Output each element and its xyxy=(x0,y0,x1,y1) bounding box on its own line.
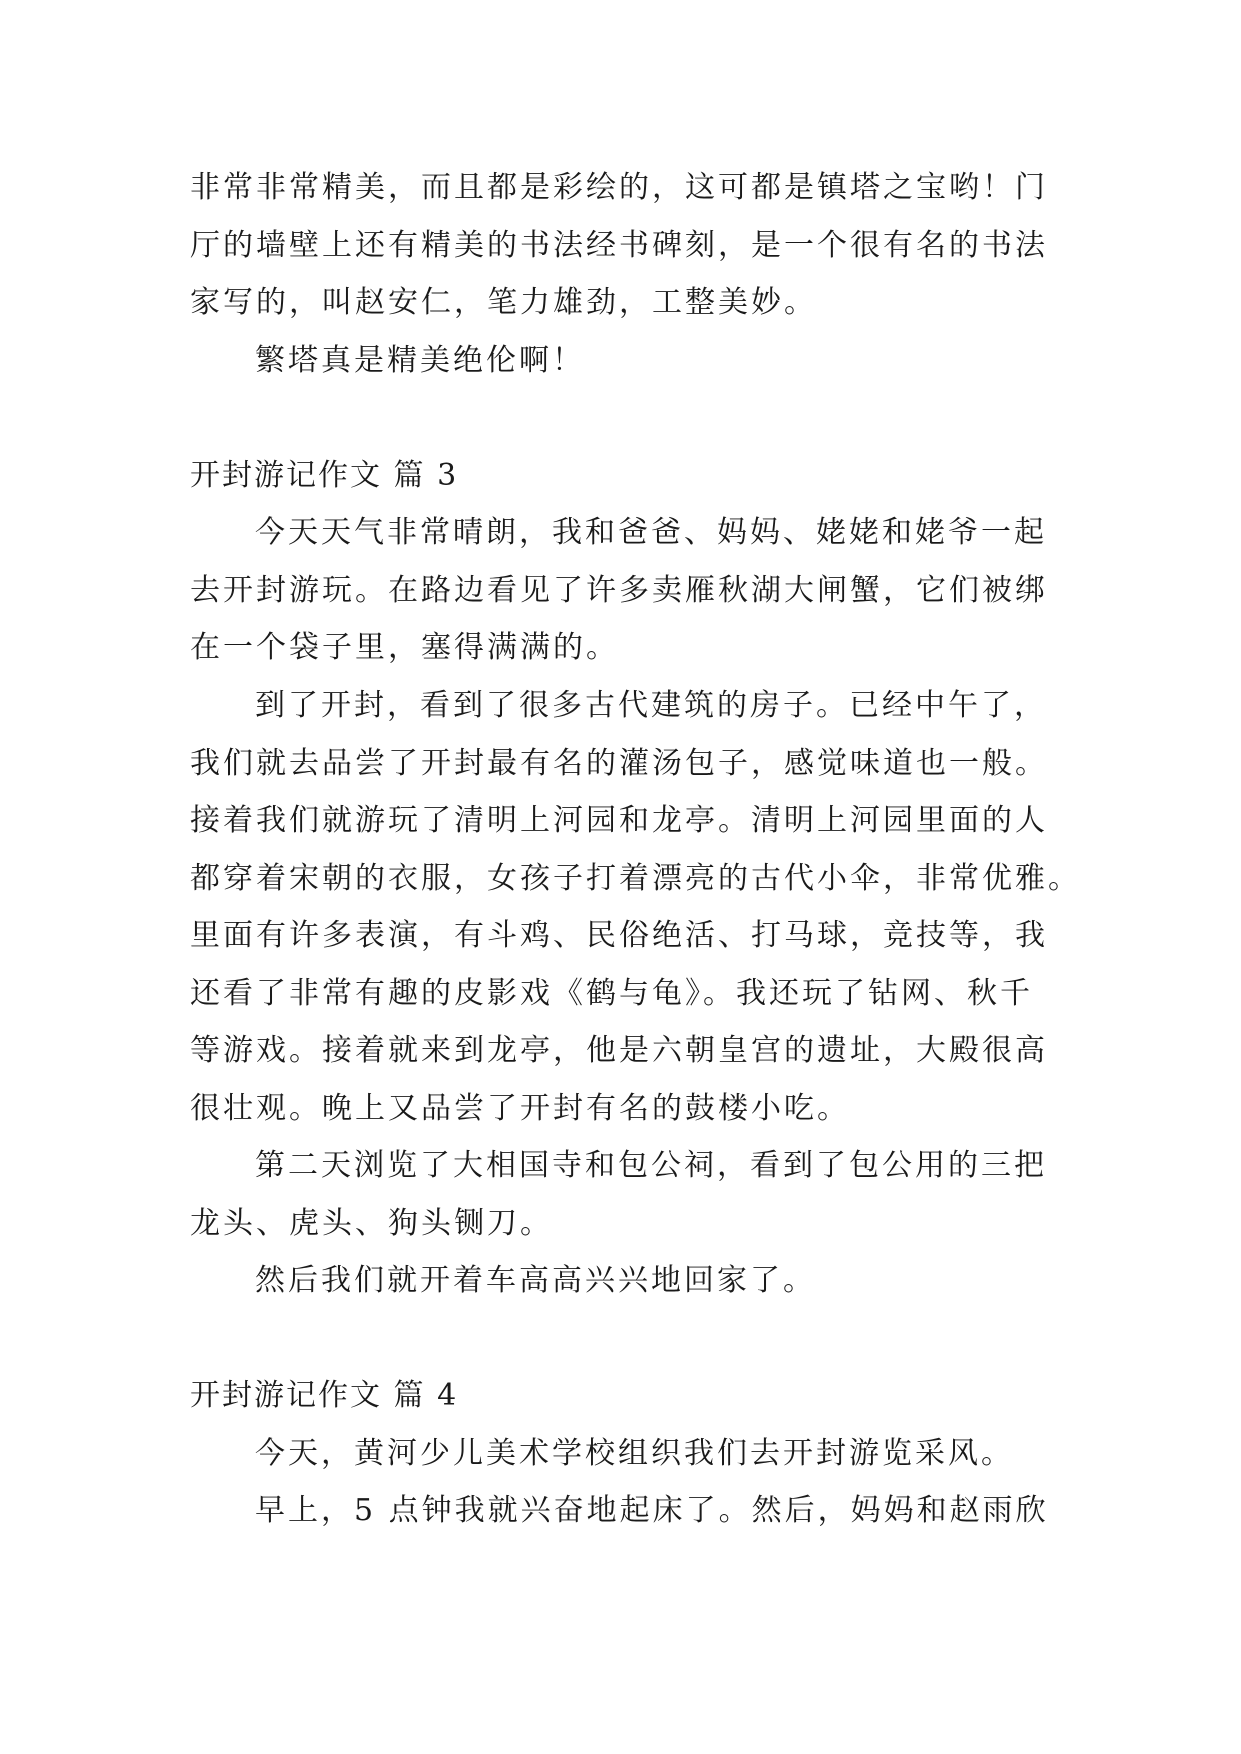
paragraph-line: 还看了非常有趣的皮影戏《鹤与龟》。我还玩了钻网、秋千 xyxy=(190,976,1033,1011)
paragraph-line: 然后我们就开着车高高兴兴地回家了。 xyxy=(255,1263,816,1298)
paragraph-line: 繁塔真是精美绝伦啊！ xyxy=(255,343,585,378)
paragraph-line: 很壮观。晚上又品尝了开封有名的鼓楼小吃。 xyxy=(190,1091,850,1126)
paragraph-line: 都穿着宋朝的衣服，女孩子打着漂亮的古代小伞，非常优雅。 xyxy=(190,861,1081,896)
paragraph-line: 接着我们就游玩了清明上河园和龙亭。清明上河园里面的人 xyxy=(190,803,1048,838)
paragraph-line: 等游戏。接着就来到龙亭，他是六朝皇宫的遗址，大殿很高 xyxy=(190,1033,1048,1068)
paragraph-line: 到了开封，看到了很多古代建筑的房子。已经中午了， xyxy=(255,688,1047,723)
paragraph-line: 今天，黄河少儿美术学校组织我们去开封游览采风。 xyxy=(255,1436,1014,1471)
paragraph-line: 非常非常精美，而且都是彩绘的，这可都是镇塔之宝哟！门 xyxy=(190,170,1048,205)
paragraph-line: 早上，5 点钟我就兴奋地起床了。然后，妈妈和赵雨欣 xyxy=(255,1493,1049,1528)
paragraph-line: 去开封游玩。在路边看见了许多卖雁秋湖大闸蟹，它们被绑 xyxy=(190,573,1048,608)
paragraph-line: 里面有许多表演，有斗鸡、民俗绝活、打马球，竞技等，我 xyxy=(190,918,1048,953)
paragraph-line: 今天天气非常晴朗，我和爸爸、妈妈、姥姥和姥爷一起 xyxy=(255,515,1047,550)
paragraph-line: 我们就去品尝了开封最有名的灌汤包子，感觉味道也一般。 xyxy=(190,746,1048,781)
paragraph-line: 在一个袋子里，塞得满满的。 xyxy=(190,630,619,665)
paragraph-line: 第二天浏览了大相国寺和包公祠，看到了包公用的三把 xyxy=(255,1148,1047,1183)
section-heading: 开封游记作文 篇 4 xyxy=(190,1378,459,1413)
section-heading: 开封游记作文 篇 3 xyxy=(190,458,459,493)
paragraph-line: 家写的，叫赵安仁，笔力雄劲，工整美妙。 xyxy=(190,285,817,320)
paragraph-line: 龙头、虎头、狗头铡刀。 xyxy=(190,1206,553,1241)
paragraph-line: 厅的墙壁上还有精美的书法经书碑刻，是一个很有名的书法 xyxy=(190,228,1048,263)
